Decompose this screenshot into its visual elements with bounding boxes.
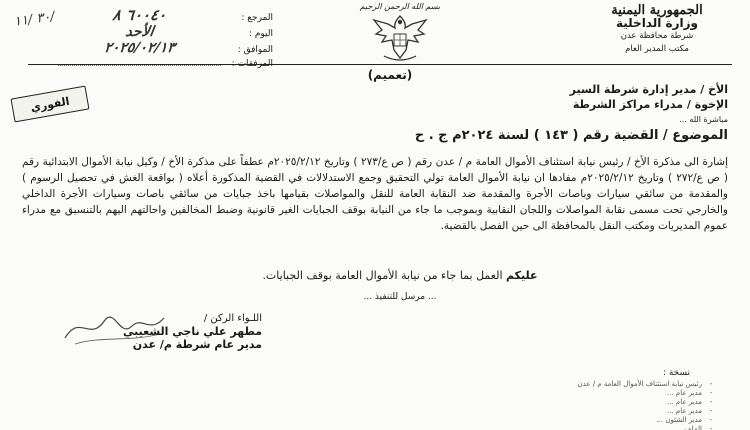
emblem-block	[355, 2, 445, 72]
addressee-line-1: الأخ / مدير إدارة شرطة السير	[569, 83, 728, 96]
instruction-text: العمل بما جاء من نيابة الأموال العامة بوقف الجبايات.	[262, 269, 507, 282]
date-label: الموافق :	[237, 45, 273, 55]
signatory-title: مدير عام شرطة م/ عدن	[132, 338, 262, 351]
ref-label: المرجع :	[241, 13, 273, 23]
urgent-stamp: الفوري	[10, 86, 89, 123]
letterhead-block	[592, 4, 722, 56]
copies-list	[320, 380, 720, 430]
addressee-line-2: الإخوة / مدراء مراكز الشرطة	[572, 98, 728, 111]
reference-block	[58, 8, 273, 71]
country-name: الجمهورية اليمنية	[611, 3, 703, 18]
corner-note: ٣٠ /١١/	[13, 9, 56, 30]
letter-body	[22, 154, 728, 234]
list-item: - مدير الشئون ...	[656, 416, 713, 424]
department-name: شرطة محافظة عدن	[620, 31, 694, 41]
addressee-block	[570, 82, 728, 127]
subject-line: الموضوع / القضية رقم ( ١٤٣ ) لسنة ٢٠٢٤م ج . ح	[414, 128, 728, 143]
attachments-label: المرفقات :	[231, 59, 273, 69]
ref-row	[58, 8, 273, 25]
ministry-name: وزارة الداخلية	[615, 16, 699, 30]
office-name: مكتب المدير العام	[625, 44, 689, 54]
day-label: اليوم :	[248, 29, 273, 39]
basmala-text: بسم الله الرحمن الرحيم	[359, 2, 441, 11]
signatory-name: مطهر علي ناجي الشعيبي	[123, 325, 262, 338]
list-item: - الملف ...	[675, 425, 713, 430]
list-item: - رئيس نيابة استئناف الأموال العامة م / عدن	[577, 380, 713, 388]
signature-block	[52, 312, 262, 351]
header-rule	[28, 64, 732, 65]
copies-label: نسخة :	[662, 368, 690, 378]
list-item: - مدير عام ...	[666, 389, 713, 397]
list-item: - مدير عام ...	[666, 407, 713, 415]
instruction-bold: عليكم	[506, 269, 538, 282]
greeting: مباشرة الله ...	[679, 115, 728, 124]
eagle-emblem-icon	[370, 12, 430, 64]
day-value: الأحد	[124, 24, 155, 40]
date-row	[58, 41, 273, 57]
list-item: - مدير عام ...	[666, 398, 713, 406]
ref-value: ٦٠٠٤٠ ٨	[111, 6, 168, 24]
attachments-value	[58, 65, 221, 66]
closing-line: ... مرسل للتنفيذ ...	[363, 292, 437, 302]
body-paragraph: إشارة الى مذكرة الأخ / رئيس نيابة استئناف الأموال العامة م / عدن رقم ( ص ع/٢٧٣ ) وتاريخ ٢٠٢٥/٢/١٢م عطفاً على مذكرة الأخ / وكيل نيابة الأموال الابتدائية رقم ( ص ع/٢٧٢ ) وتاريخ ٢٠٢٥/٢/١٢م مفادها ان نيابة الأموال العامة تولي التحقيق وجمع الاستدلالات في القضية المذكورة أعلاه ( بواقعة الغش في تحصيل الرسوم ) والمقدمة من سائقي سيارات وباصات الأجرة والمقدمة ضد النقابة العامة للنقل والمواصلات بقيامها باخذ جبايات من سائقي باصات وسيارات الأجرة الداخلي والخارجي تحت مسمى نقابة المواصلات واللجان النقابية وبموجب ما جاء من النيابة بوقف الجبايات الغير قانونية وضبط المخالفين واحالتهم اليهم بالتنسيق مع مدراء عموم المديريات ومكتب النقل بالمحافظة الى حين الفصل بالقضية.	[22, 156, 729, 232]
signatory-rank: اللـواء الركن /	[203, 313, 262, 324]
date-value: ٢٠٢٥/٠٢/١٣	[103, 40, 176, 56]
day-row	[58, 25, 273, 41]
instruction-line	[160, 269, 640, 282]
circular-title: (تعميم)	[367, 68, 413, 82]
